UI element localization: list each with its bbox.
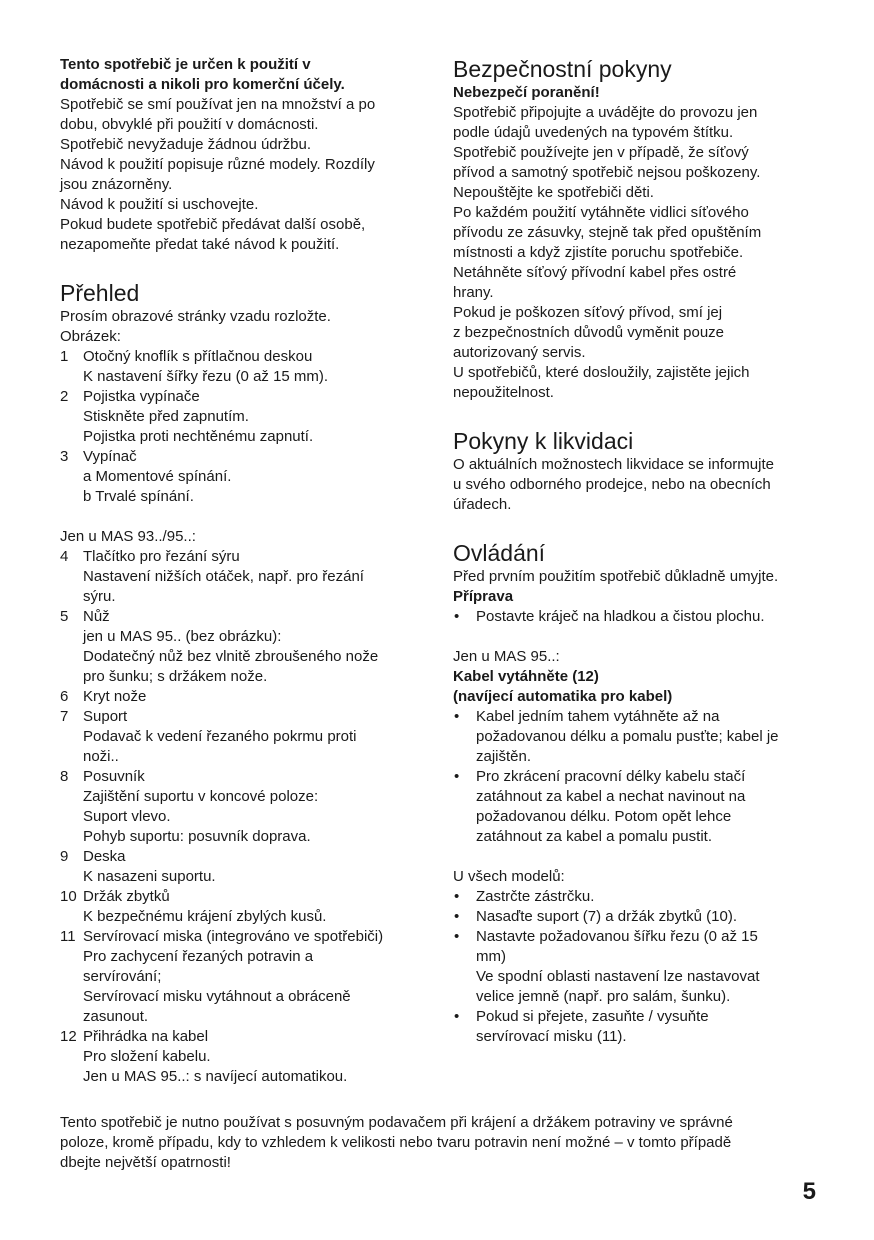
intro-line: nezapomeňte předat také návod k použití. [60, 236, 340, 253]
bullet-icon: • [454, 608, 460, 625]
item-line: Tlačítko pro řezání sýru [83, 548, 240, 565]
intro-text [60, 95, 430, 255]
bullet-line: zatáhnout za kabel a pomalu pustit. [476, 828, 712, 845]
text-line: Spotřebič používejte jen v případě, že síťový [453, 144, 749, 161]
bullet-icon: • [454, 908, 460, 925]
item-line: Dodatečný nůž bez vlnitě zbroušeného nože [83, 648, 379, 665]
intro-line: Spotřebič nevyžaduje žádnou údržbu. [60, 136, 312, 153]
bullet-line: požadovanou délku. Potom opět lehce [476, 808, 732, 825]
bullet-line: Kabel jedním tahem vytáhněte až na [476, 708, 720, 725]
item-number: 8 [60, 768, 69, 785]
item-line: b Trvalé spínání. [83, 488, 194, 505]
overview-heading: Přehled [60, 280, 140, 306]
safety-warning: Nebezpečí poranění! [453, 84, 600, 101]
safety-heading: Bezpečnostní pokyny [453, 56, 672, 82]
list-item [60, 847, 430, 887]
item-line: Držák zbytků [83, 888, 170, 905]
bullet-icon: • [454, 928, 460, 945]
overview-list-a [60, 347, 430, 507]
item-number: 11 [60, 928, 76, 945]
bullet-item [453, 1007, 833, 1047]
item-line: K nastavení šířky řezu (0 až 15 mm). [83, 368, 329, 385]
item-line: Suport [83, 708, 128, 725]
list-item [60, 767, 430, 847]
overview-intro-line: Obrázek: [60, 328, 121, 345]
list-item [60, 927, 430, 1027]
footer-line: dbejte největší opatrnosti! [60, 1154, 231, 1171]
item-number: 12 [60, 1028, 77, 1045]
item-line: Nůž [83, 608, 110, 625]
text-line: úřadech. [453, 496, 512, 513]
bullet-icon: • [454, 1008, 460, 1025]
text-line: autorizovaný servis. [453, 344, 586, 361]
bullet-line: Nasaďte suport (7) a držák zbytků (10). [476, 908, 737, 925]
intro-bold [60, 55, 430, 95]
bullet-line: zajištěn. [476, 748, 532, 765]
list-item [60, 347, 430, 387]
item-line: Podavač k vedení řezaného pokrmu proti [83, 728, 357, 745]
list-item [60, 387, 430, 447]
intro-line: Spotřebič se smí používat jen na množství a po [60, 96, 376, 113]
bullet-line: Zastrčte zástrčku. [476, 888, 595, 905]
list-item [60, 607, 430, 687]
item-line: jen u MAS 95.. (bez obrázku): [83, 628, 282, 645]
safety-text [453, 103, 833, 403]
text-line: U spotřebičů, které dosloužily, zajistěte jejich [453, 364, 750, 381]
item-line: Otočný knoflík s přítlačnou deskou [83, 348, 313, 365]
text-line: Po každém použití vytáhněte vidlici síťového [453, 204, 749, 221]
disposal-heading: Pokyny k likvidaci [453, 428, 634, 454]
text-line: hrany. [453, 284, 494, 301]
item-line: Servírovací miska (integrováno ve spotřebiči) [83, 928, 384, 945]
item-line: Pro zachycení řezaných potravin a [83, 948, 314, 965]
text-line: Pokud je poškozen síťový přívod, smí jej [453, 304, 723, 321]
list-item [60, 447, 430, 507]
item-line: Stiskněte před zapnutím. [83, 408, 249, 425]
item-line: K bezpečnému krájení zbylých kusů. [83, 908, 327, 925]
list-item [60, 887, 430, 927]
bullet-item [453, 887, 833, 907]
item-number: 9 [60, 848, 69, 865]
item-number: 6 [60, 688, 69, 705]
item-line: sýru. [83, 588, 116, 605]
prep-heading: Příprava [453, 588, 514, 605]
item-line: servírování; [83, 968, 162, 985]
bullet-line: zatáhnout za kabel a nechat navinout na [476, 788, 746, 805]
item-line: Vypínač [83, 448, 137, 465]
item-line: Jen u MAS 95..: s navíjecí automatikou. [83, 1068, 348, 1085]
mas95-note: Jen u MAS 95..: [453, 648, 560, 665]
bullet-line: velice jemně (např. pro salám, šunku). [476, 988, 731, 1005]
item-number: 5 [60, 608, 69, 625]
item-line: Pojistka vypínače [83, 388, 200, 405]
intro-line: Pokud budete spotřebič předávat další osobě, [60, 216, 366, 233]
item-number: 7 [60, 708, 69, 725]
bullet-item [453, 907, 833, 927]
operation-heading: Ovládání [453, 540, 546, 566]
footer-line: Tento spotřebič je nutno používat s posuvným podavačem při krájení a držákem potraviny ve správné [60, 1114, 733, 1131]
intro-line: dobu, obvyklé při použití v domácnosti. [60, 116, 319, 133]
bullet-icon: • [454, 888, 460, 905]
text-line: přívod a samotný spotřebič nejsou poškozeny. [453, 164, 761, 181]
all-models-note: U všech modelů: [453, 868, 565, 885]
bullet-line: Ve spodní oblasti nastavení lze nastavovat [476, 968, 760, 985]
text-line: přívodu ze zásuvky, stejně tak před opuštěním [453, 224, 762, 241]
footer-line: poloze, kromě případu, kdy to vzhledem k velikosti nebo tvaru potravin není možné – v tomto případě [60, 1134, 732, 1151]
left-column [60, 55, 430, 1087]
item-line: Suport vlevo. [83, 808, 171, 825]
bullet-line: Pokud si přejete, zasuňte / vysuňte [476, 1008, 709, 1025]
text-line: u svého odborného prodejce, nebo na obecních [453, 476, 771, 493]
text-line: O aktuálních možnostech likvidace se informujte [453, 456, 774, 473]
footer-warning [60, 1113, 820, 1173]
intro-line: Návod k použití si uschovejte. [60, 196, 259, 213]
intro-bold-line: Tento spotřebič je určen k použití v [60, 56, 311, 73]
item-number: 3 [60, 448, 69, 465]
bullet-line: Nastavte požadovanou šířku řezu (0 až 15 [476, 928, 758, 945]
item-line: zasunout. [83, 1008, 149, 1025]
text-line: místnosti a když zjistíte poruchu spotřebiče. [453, 244, 744, 261]
list-item [60, 707, 430, 767]
operation-intro: Před prvním použitím spotřebič důkladně umyjte. [453, 568, 779, 585]
item-number: 4 [60, 548, 69, 565]
item-number: 1 [60, 348, 69, 365]
list-item [60, 547, 430, 607]
bullet-line: Postavte kráječ na hladkou a čistou plochu. [476, 608, 765, 625]
cable-subheading: (navíjecí automatika pro kabel) [453, 688, 673, 705]
intro-bold-line: domácnosti a nikoli pro komerční účely. [60, 76, 345, 93]
bullet-item [453, 707, 833, 767]
item-number: 2 [60, 388, 69, 405]
list-item [60, 1027, 430, 1087]
item-line: Pojistka proti nechtěnému zapnutí. [83, 428, 314, 445]
list-item [60, 687, 430, 707]
intro-line: jsou znázorněny. [60, 176, 173, 193]
text-line: z bezpečnostních důvodů vyměnit pouze [453, 324, 725, 341]
prep-list [453, 607, 833, 627]
bullet-line: Pro zkrácení pracovní délky kabelu stačí [476, 768, 746, 785]
item-line: pro šunku; s držákem nože. [83, 668, 268, 685]
item-line: Deska [83, 848, 126, 865]
page-number: 5 [802, 1178, 816, 1205]
bullet-item [453, 927, 833, 1007]
bullet-item [453, 607, 833, 627]
item-line: Nastavení nižších otáček, např. pro řezání [83, 568, 364, 585]
right-column [453, 55, 833, 1047]
text-line: nepoužitelnost. [453, 384, 554, 401]
item-line: Pro složení kabelu. [83, 1048, 211, 1065]
cable-list [453, 707, 833, 847]
text-line: Spotřebič připojujte a uvádějte do provozu jen [453, 104, 758, 121]
item-number: 10 [60, 888, 77, 905]
bullet-icon: • [454, 768, 460, 785]
bullet-line: servírovací misku (11). [476, 1028, 627, 1045]
bullet-line: mm) [476, 948, 506, 965]
bullet-item [453, 767, 833, 847]
intro-line: Návod k použití popisuje různé modely. Rozdíly [60, 156, 375, 173]
item-line: Kryt nože [83, 688, 147, 705]
mas-note: Jen u MAS 93../95..: [60, 528, 196, 545]
item-line: Servírovací misku vytáhnout a obráceně [83, 988, 351, 1005]
item-line: Posuvník [83, 768, 145, 785]
item-line: a Momentové spínání. [83, 468, 232, 485]
bullet-line: požadovanou délku a pomalu pusťte; kabel je [476, 728, 779, 745]
item-line: Pohyb suportu: posuvník doprava. [83, 828, 311, 845]
all-models-list [453, 887, 833, 1047]
cable-heading: Kabel vytáhněte (12) [453, 668, 599, 685]
item-line: Přihrádka na kabel [83, 1028, 209, 1045]
item-line: K nasazeni suportu. [83, 868, 216, 885]
text-line: Netáhněte síťový přívodní kabel přes ostré [453, 264, 737, 281]
disposal-text [453, 455, 833, 515]
item-line: noži.. [83, 748, 119, 765]
item-line: Zajištění suportu v koncové poloze: [83, 788, 319, 805]
text-line: podle údajů uvedených na typovém štítku. [453, 124, 734, 141]
overview-list-b [60, 547, 430, 1087]
text-line: Nepouštějte ke spotřebiči děti. [453, 184, 654, 201]
overview-intro-line: Prosím obrazové stránky vzadu rozložte. [60, 308, 331, 325]
bullet-icon: • [454, 708, 460, 725]
